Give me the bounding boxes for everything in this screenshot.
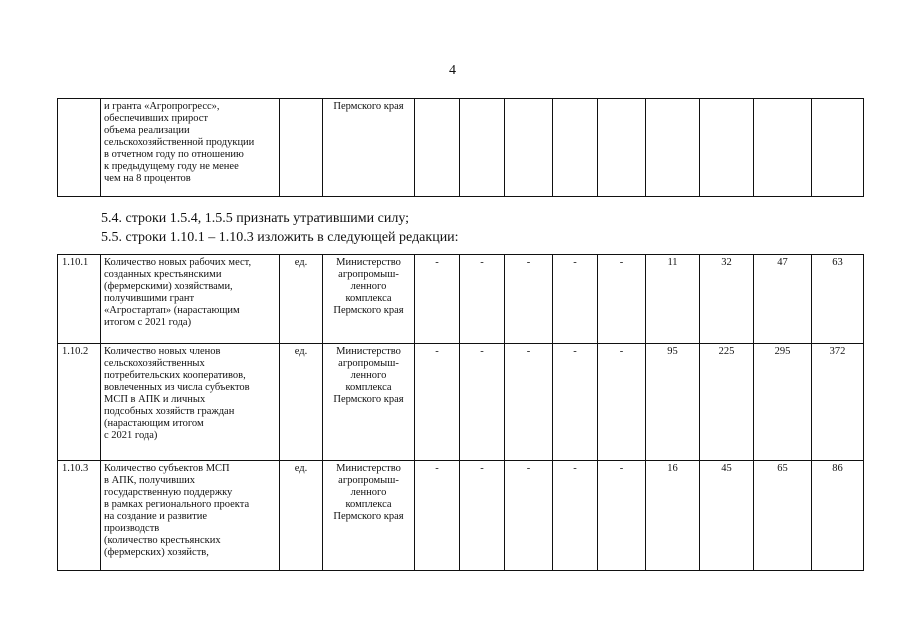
unit-cell: ед. — [280, 461, 323, 571]
value-cell: - — [553, 461, 598, 571]
value-cell: - — [415, 344, 460, 461]
row-number-cell: 1.10.1 — [58, 255, 101, 344]
value-cell: - — [505, 344, 553, 461]
value-cell — [812, 99, 864, 197]
indicator-name-cell: Количество субъектов МСП в АПК, получивших государственную поддержку в рамках регионального проекта на создание и развитие производств (количество крестьянских (фермерских) хозяйств, — [101, 461, 280, 571]
value-cell: 86 — [812, 461, 864, 571]
value-cell: 95 — [646, 344, 700, 461]
value-cell — [646, 99, 700, 197]
value-cell: 63 — [812, 255, 864, 344]
unit-cell — [280, 99, 323, 197]
statement-text: 5.5. строки 1.10.1 – 1.10.3 изложить в следующей редакции: — [101, 230, 459, 245]
value-cell: 45 — [700, 461, 754, 571]
value-cell — [553, 99, 598, 197]
value-cell — [460, 99, 505, 197]
value-cell: - — [460, 461, 505, 571]
value-cell: - — [598, 255, 646, 344]
indicator-name-cell: и гранта «Агропрогресс», обеспечивших прирост объема реализации сельскохозяйственной продукции в отчетном году по отношению к предыдущему году не менее чем на 8 процентов — [101, 99, 280, 197]
value-cell: - — [553, 344, 598, 461]
value-cell — [505, 99, 553, 197]
responsible-cell: Министерство агропромыш- ленного комплекса Пермского края — [323, 461, 415, 571]
value-cell: 225 — [700, 344, 754, 461]
value-cell: 11 — [646, 255, 700, 344]
value-cell — [754, 99, 812, 197]
value-cell: - — [505, 255, 553, 344]
row-number-cell — [58, 99, 101, 197]
indicators-table — [57, 254, 864, 571]
responsible-cell: Пермского края — [323, 99, 415, 197]
value-cell: 65 — [754, 461, 812, 571]
indicator-name-cell: Количество новых рабочих мест, созданных крестьянскими (фермерскими) хозяйствами, получившими грант «Агростартап» (нарастающим итогом с 2021 года) — [101, 255, 280, 344]
value-cell: - — [598, 461, 646, 571]
value-cell: 372 — [812, 344, 864, 461]
value-cell: 295 — [754, 344, 812, 461]
unit-cell: ед. — [280, 344, 323, 461]
value-cell: - — [598, 344, 646, 461]
statement-text: 5.4. строки 1.5.4, 1.5.5 признать утратившими силу; — [101, 211, 410, 226]
value-cell: - — [460, 344, 505, 461]
table-row — [58, 461, 864, 571]
value-cell: - — [460, 255, 505, 344]
table-row — [58, 344, 864, 461]
responsible-cell: Министерство агропромыш- ленного комплекса Пермского края — [323, 255, 415, 344]
value-cell: - — [415, 255, 460, 344]
value-cell: - — [415, 461, 460, 571]
continuation-table — [57, 98, 864, 197]
unit-cell: ед. — [280, 255, 323, 344]
table-row — [58, 99, 864, 197]
row-number-cell: 1.10.2 — [58, 344, 101, 461]
value-cell: 16 — [646, 461, 700, 571]
value-cell — [700, 99, 754, 197]
responsible-cell: Министерство агропромыш- ленного комплекса Пермского края — [323, 344, 415, 461]
indicator-name-cell: Количество новых членов сельскохозяйственных потребительских кооперативов, вовлеченных из числа субъектов МСП в АПК и личных подсобных хозяйств граждан (нарастающим итогом с 2021 года) — [101, 344, 280, 461]
value-cell — [415, 99, 460, 197]
value-cell: - — [505, 461, 553, 571]
row-number-cell: 1.10.3 — [58, 461, 101, 571]
value-cell: - — [553, 255, 598, 344]
page-number: 4 — [449, 63, 456, 78]
value-cell: 47 — [754, 255, 812, 344]
value-cell — [598, 99, 646, 197]
table-row — [58, 255, 864, 344]
value-cell: 32 — [700, 255, 754, 344]
